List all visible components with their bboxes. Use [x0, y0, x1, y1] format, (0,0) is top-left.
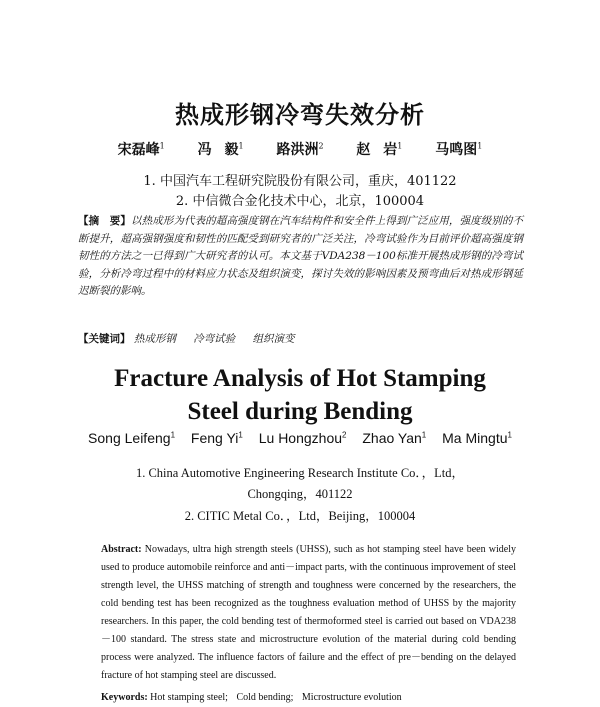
cn-author-name: 冯 毅 [197, 142, 239, 158]
en-abstract-text: Nowadays, ultra high strength steels (UHSS), such as hot stamping steel have been widely used to produce automobile reinforce and anti－impact parts, with the continuous improvement of steel strength level, the UHSS matching of strength and toughness were concerned by the researchers, the cold bending test has been recognized as the toughness evaluation method of UHSS by the majority researchers. In this paper, the cold bending test of thermoformed steel is carried out based on VDA238－100 standard. The stress state and microstructure evolution of the material during cold bending process were analyzed. The influence factors of failure and the effect of pre－bending on the delayed fracture of hot stamping steel are discussed. [101, 544, 517, 681]
en-author-affil-mark: 1 [421, 430, 427, 440]
en-author-2 [191, 430, 243, 446]
english-abstract [101, 541, 516, 685]
en-author-4 [362, 430, 426, 446]
cn-keywords-label: 【关键词】 [78, 333, 131, 345]
cn-author-affil-mark: 1 [397, 141, 403, 151]
en-keywords-label: Keywords: [101, 692, 148, 703]
en-title-line-1: Fracture Analysis of Hot Stamping [114, 365, 486, 392]
cn-keyword: 组织演变 [252, 333, 295, 345]
en-affiliation-1-line-2: Chongqing，401122 [247, 487, 353, 501]
en-author-1 [88, 430, 175, 446]
en-keyword: Microstructure evolution [301, 692, 402, 703]
en-keyword: Cold bending; [236, 692, 294, 703]
cn-author-affil-mark: 2 [318, 141, 324, 151]
english-title [0, 362, 600, 428]
en-author-affil-mark: 1 [238, 430, 243, 440]
chinese-title: 热成形钢冷弯失效分析 [175, 100, 425, 129]
cn-author-name: 宋磊峰 [117, 142, 160, 158]
cn-author-affil-mark: 1 [159, 141, 165, 151]
en-title-line-2: Steel during Bending [187, 398, 413, 425]
en-affiliation-2: 2. CITIC Metal Co．，Ltd，Beijing，100004 [184, 509, 416, 523]
cn-author-2 [198, 142, 244, 158]
en-author-affil-mark: 1 [170, 430, 176, 440]
en-author-name: Feng Yi [190, 430, 239, 446]
cn-author-affil-mark: 1 [238, 141, 244, 151]
chinese-keywords [78, 331, 523, 346]
cn-author-affil-mark: 1 [477, 141, 483, 151]
cn-keyword: 热成形钢 [133, 333, 176, 345]
cn-author-name: 路洪洲 [276, 142, 319, 158]
en-author-5 [442, 430, 512, 446]
cn-author-5 [435, 142, 482, 158]
cn-author-1 [118, 142, 165, 158]
cn-abstract-text: 以热成形为代表的超高强度钢在汽车结构件和安全件上得到广泛应用，强度级别的不断提升，超高强钢强度和韧性的匹配受到研究者的广泛关注，冷弯试验作为目前评价超高强度钢韧性的方法之一已得到广大研究者的认可。本文基于VDA238－100标准开展热成形钢的冷弯试验，分析冷弯过程中的材料应力状态及组织演变，探讨失效的影响因素及预弯曲后对热成形钢延迟断裂的影响。 [78, 215, 524, 297]
cn-author-name: 马鸣图 [435, 142, 478, 158]
cn-keyword: 冷弯试验 [193, 333, 236, 345]
en-author-3 [259, 430, 347, 446]
en-affiliation-1-line-1: 1. China Automotive Engineering Research Institute Co．，Ltd， [135, 466, 465, 480]
en-author-name: Lu Hongzhou [258, 430, 343, 446]
en-keyword: Hot stamping steel; [150, 692, 228, 703]
en-author-affil-mark: 2 [342, 430, 347, 440]
en-author-name: Zhao Yan [362, 430, 422, 446]
cn-affiliation-1: 1. 中国汽车工程研究院股份有限公司，重庆，401122 [143, 174, 457, 189]
english-authors [0, 430, 600, 446]
chinese-abstract [78, 213, 523, 301]
cn-author-name: 赵 岩 [356, 142, 398, 158]
cn-abstract-label: 【摘 要】 [78, 215, 131, 227]
cn-author-3 [276, 142, 323, 158]
chinese-authors [0, 139, 600, 159]
english-keywords [101, 692, 516, 703]
cn-author-4 [356, 142, 402, 158]
en-author-affil-mark: 1 [507, 430, 512, 440]
en-abstract-label: Abstract: [101, 544, 142, 555]
cn-affiliation-2: 2. 中信微合金化技术中心，北京，100004 [175, 194, 425, 209]
en-author-name: Ma Mingtu [442, 430, 508, 446]
en-author-name: Song Leifeng [88, 430, 171, 446]
